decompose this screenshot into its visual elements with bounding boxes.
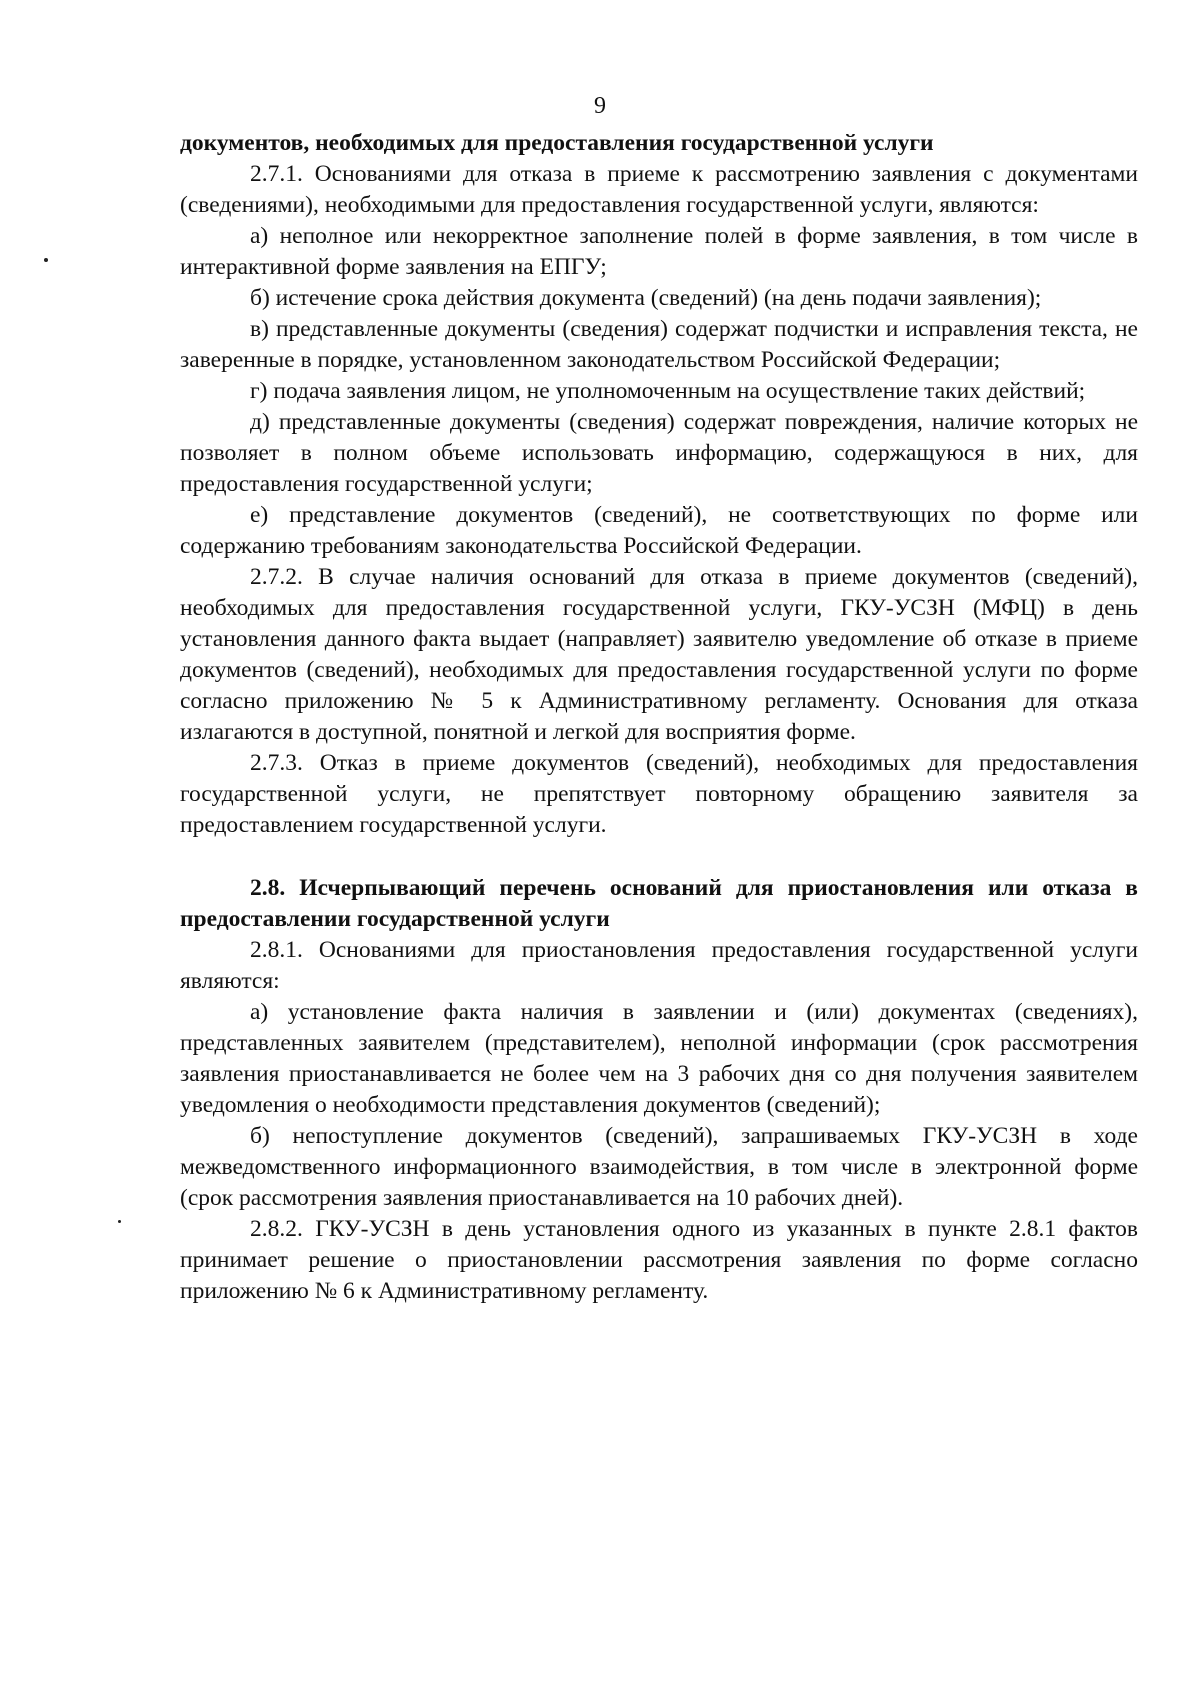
scan-speck (118, 1220, 121, 1223)
clause-2-7-3: 2.7.3. Отказ в приеме документов (сведений), необходимых для предоставления государственной услуги, не препятствует повторному обращению заявителя за предоставлением государственной услуги. (180, 750, 1138, 838)
heading-continuation: документов, необходимых для предоставления государственной услуги (180, 130, 934, 156)
list-item-g: г) подача заявления лицом, не уполномоченным на осуществление таких действий; (250, 378, 1086, 404)
document-body (180, 128, 1138, 1307)
page-number: 9 (594, 93, 606, 119)
list-item-b: б) истечение срока действия документа (сведений) (на день подачи заявления); (250, 285, 1042, 311)
list-item-d: д) представленные документы (сведения) содержат повреждения, наличие которых не позволяет в полном объеме использовать информацию, содержащуюся в них, для предоставления государственной услуги; (180, 409, 1138, 497)
scan-speck (44, 258, 48, 262)
clause-2-7-2: 2.7.2. В случае наличия оснований для отказа в приеме документов (сведений), необходимых для предоставления государственной услуги, ГКУ-УСЗН (МФЦ) в день установления данного факта выдает (направляет) заявителю уведомление об отказе в приеме документов (сведений), необходимых для предоставления государственной услуги по форме согласно приложению № 5 к Административному регламенту. Основания для отказа излагаются в доступной, понятной и легкой для восприятия форме. (180, 564, 1138, 745)
clause-2-8-2: 2.8.2. ГКУ-УСЗН в день установления одного из указанных в пункте 2.8.1 фактов принимает решение о приостановлении рассмотрения заявления по форме согласно приложению № 6 к Административному регламенту. (180, 1216, 1138, 1304)
list-item-a-2-8: а) установление факта наличия в заявлении и (или) документах (сведениях), представленных заявителем (представителем), неполной информации (срок рассмотрения заявления приостанавливается не более чем на 3 рабочих дня со дня получения заявителем уведомления о необходимости представления документов (сведений); (180, 999, 1138, 1118)
list-item-a: а) неполное или некорректное заполнение полей в форме заявления, в том числе в интерактивной форме заявления на ЕПГУ; (180, 223, 1138, 280)
list-item-b-2-8: б) непоступление документов (сведений), запрашиваемых ГКУ-УСЗН в ходе межведомственного информационного взаимодействия, в том числе в электронной форме (срок рассмотрения заявления приостанавливается на 10 рабочих дней). (180, 1123, 1138, 1211)
list-item-v: в) представленные документы (сведения) содержат подчистки и исправления текста, не заверенные в порядке, установленном законодательством Российской Федерации; (180, 316, 1138, 373)
list-item-e: е) представление документов (сведений), не соответствующих по форме или содержанию требованиям законодательства Российской Федерации. (180, 502, 1138, 559)
section-heading-2-8: 2.8. Исчерпывающий перечень оснований для приостановления или отказа в предоставлении государственной услуги (180, 875, 1138, 932)
clause-2-7-1: 2.7.1. Основаниями для отказа в приеме к рассмотрению заявления с документами (сведениями), необходимыми для предоставления государственной услуги, являются: (180, 161, 1138, 218)
clause-2-8-1: 2.8.1. Основаниями для приостановления предоставления государственной услуги являются: (180, 937, 1138, 994)
